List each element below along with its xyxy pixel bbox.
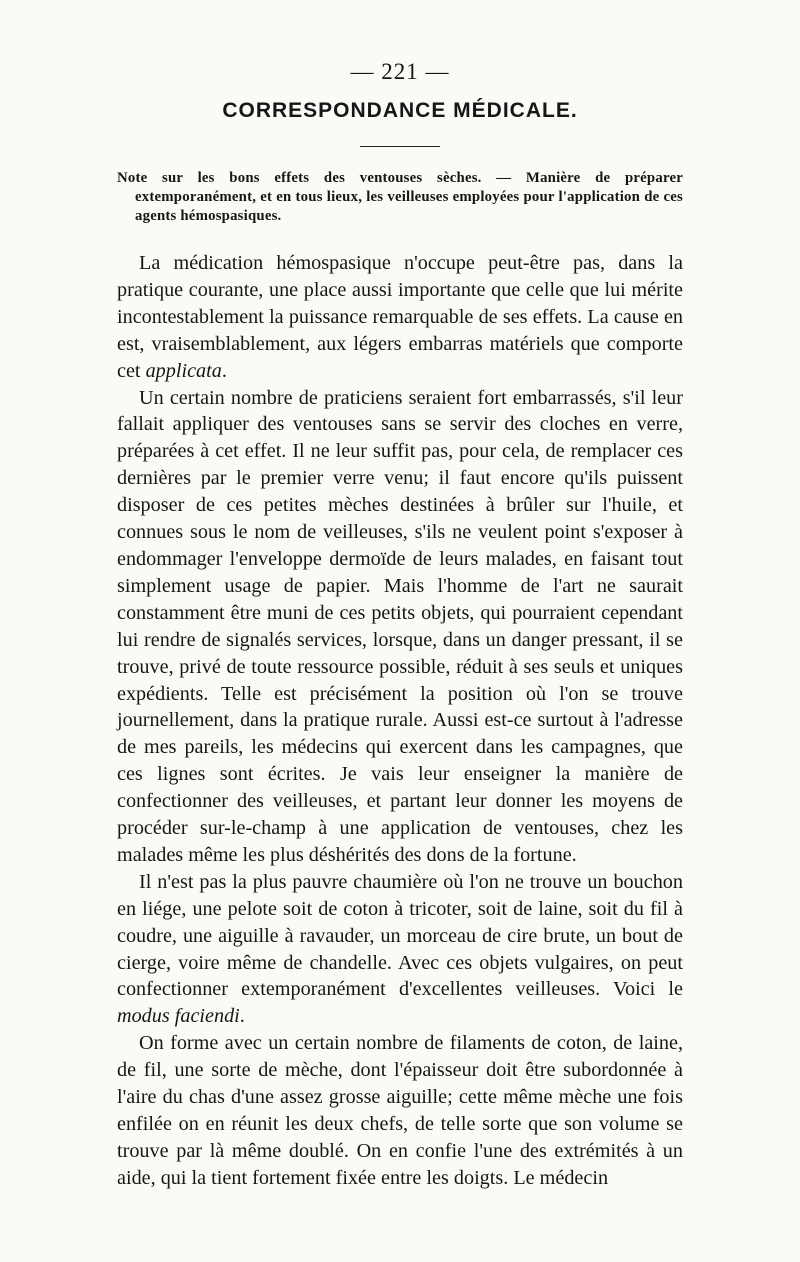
paragraph-text-end: . [221,359,227,382]
paragraph-italic-term: applicata [145,359,222,382]
paragraph [117,1030,683,1191]
article-body [117,250,683,1192]
article-summary: Note sur les bons effets des ventouses sèches. — Manière de préparer extemporanément, et en tous lieux, les veilleuses employées pour l'application de ces agents hémospasiques. [117,170,683,224]
paragraph [117,385,683,869]
paragraph-text: Il n'est pas la plus pauvre chaumière où l'on ne trouve un bouchon en liége, une pelote soit de coton à tricoter, soit de laine, soit du fil à coudre, une aiguille à ravauder, un morceau de cire brute, un bout de cierge, voire même de chandelle. Avec ces objets vulgaires, on peut confectionner extemporanément d'excellentes veilleuses. Voici le [117,870,683,1001]
page-number: — 221 — [350,59,450,84]
page-title: CORRESPONDANCE MÉDICALE. [222,99,578,122]
paragraph [117,869,683,1030]
paragraph [117,250,683,385]
paragraph-italic-term: modus faciendi [117,1005,240,1028]
paragraph-text: La médication hémospasique n'occupe peut-être pas, dans la pratique courante, une place aussi importante que celle que lui mérite incontestablement la puissance remarquable de ses effets. La cause en est, vraisemblablement, aux légers embarras matériels que comporte cet [117,252,683,382]
paragraph-text: On forme avec un certain nombre de filaments de coton, de laine, de fil, une sorte de mèche, dont l'épaisseur doit être subordonnée à l'aire du chas d'une assez grosse aiguille; cette même mèche une fois enfilée on en réunit les deux chefs, de telle sorte que son volume se trouve par là même doublé. On en confie l'une des extrémités à un aide, qui la tient fortement fixée entre les doigts. Le médecin [117,1032,683,1189]
paragraph-text-end: . [239,1005,245,1028]
paragraph-text: Un certain nombre de praticiens seraient fort embarrassés, s'il leur fallait appliquer des ventouses sans se servir des cloches en verre, préparées à cet effet. Il ne leur suffit pas, pour cela, de remplacer ces dernières par le premier verre venu; il faut encore qu'ils puissent disposer de ces petites mèches destinées à brûler sur l'huile, et connues sous le nom de veilleuses, s'ils ne veulent point s'exposer à endommager l'enveloppe dermoïde de leurs malades, en faisant tout simplement usage de papier. Mais l'homme de l'art ne saurait constamment être muni de ces petits objets, qui pourraient cependant lui rendre de signalés services, lorsque, dans un danger pressant, il se trouve, privé de toute ressource possible, réduit à ses seuls et uniques expédients. Telle est précisément la position où l'on se trouve journellement, dans la pratique rurale. Aussi est-ce surtout à l'adresse de mes pareils, les médecins qui exercent dans les campagnes, que ces lignes sont écrites. Je vais leur enseigner la manière de confectionner des veilleuses, et partant leur donner les moyens de procéder sur-le-champ à une application de ventouses, chez les malades même les plus déshérités des dons de la fortune. [117,386,683,866]
book-page [117,58,683,1192]
title-divider [360,146,440,147]
